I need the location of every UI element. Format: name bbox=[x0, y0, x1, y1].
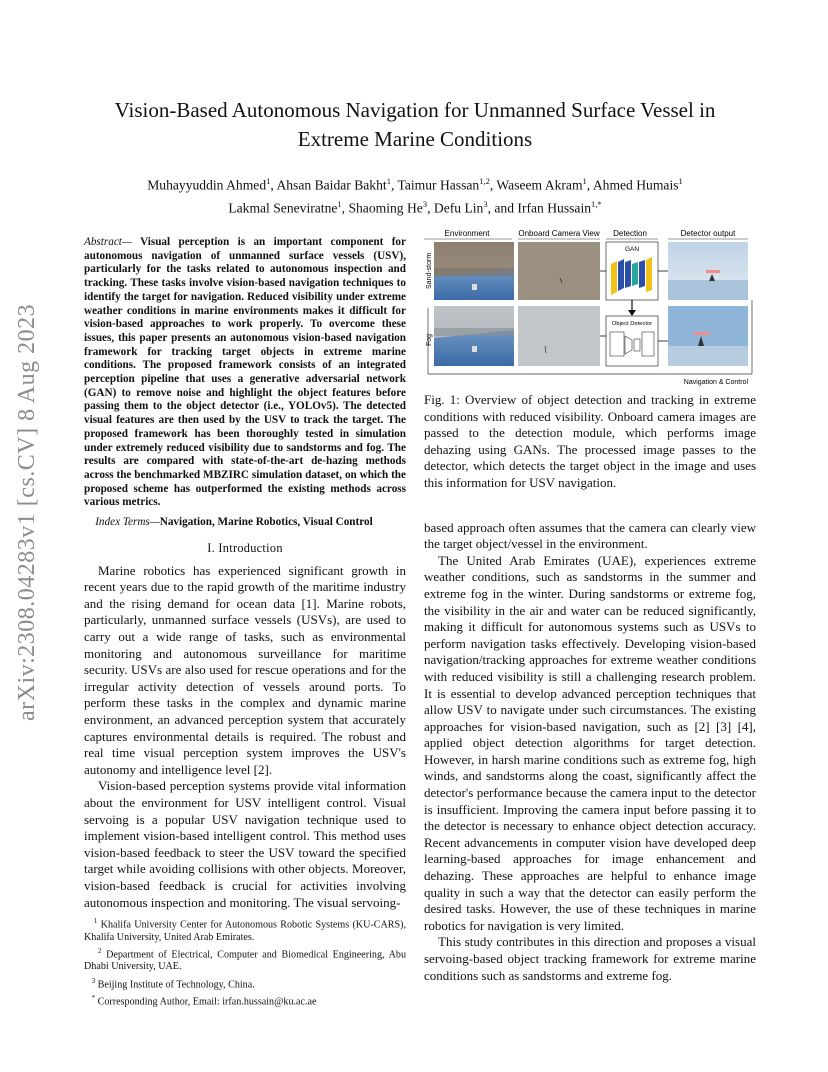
row-label-sandstorm: Sand-storm bbox=[426, 252, 433, 289]
left-column bbox=[84, 236, 406, 911]
row-label-fog: Fog bbox=[426, 333, 433, 346]
author-list bbox=[90, 172, 740, 217]
detector-label: Object Detector bbox=[611, 321, 653, 327]
pipeline-diagram bbox=[422, 226, 758, 390]
author-line-1: Muhayyuddin Ahmed$^1$, Ahsan Baidar Bakht$^1$, Taimur Hassan$^{1,2}$, Waseem Akram$^1$, Ahmed Humais$^1$ bbox=[147, 176, 683, 193]
author-name: Waseem Akram bbox=[496, 177, 583, 193]
figure-1-caption: Fig. 1: Overview of object detection and tracking in extreme conditions with reduced visibility. Onboard camera images are passed to the detection module, which performs image dehazing using GANs. The processed image passes to the detector, which detects the target object in the image and uses this information for USV navigation. bbox=[424, 392, 756, 490]
title-line-1: Vision-Based Autonomous Navigation for Unmanned Surface Vessel in bbox=[114, 98, 716, 122]
author-name: Lakmal Seneviratne bbox=[228, 200, 338, 216]
col-header-environment: Environment bbox=[444, 229, 490, 238]
onboard-fog-image bbox=[518, 306, 600, 366]
affiliation-mark: 1 bbox=[678, 176, 683, 186]
abstract: Abstract— Visual perception is an important component for autonomous navigation of unmanned surface vessels (USV), particularly for the tasks related to autonomous inspection and tracking. These tasks involve vision-based navigation techniques to identify the target for navigation. Reduced visibility under extreme weather conditions in marine environments makes it difficult for vision-based approaches to work properly. To overcome these issues, this paper presents an autonomous vision-based navigation framework for tracking target objects in extreme marine conditions. The proposed framework consists of an integrated perception pipeline that uses a generative adversarial network (GAN) to remove noise and highlight the object features before passing them to the object detector (i.e., YOLOv5). The detected visual features are then used by the USV to track the target. The proposed framework has been thoroughly tested in simulation under extremely reduced visibility due to sandstorms and fog. The results are compared with state-of-the-art de-hazing methods across the benchmarked MBZIRC simulation dataset, on which the proposed scheme has outperformed the existing methods across various metrics. bbox=[84, 236, 406, 509]
abstract-text: Visual perception is an important component for autonomous navigation of unmanned surface vessels (USV), particularly for the tasks related to autonomous inspection and tracking. These tasks involve vision-based navigation techniques to identify the target for navigation. Reduced visibility under extreme weather conditions in marine environments makes it difficult for vision-based approaches to work properly. To overcome these issues, this paper presents an autonomous vision-based navigation framework for tracking target objects in extreme marine conditions. The proposed framework consists of an integrated perception pipeline that uses a generative adversarial network (GAN) to remove noise and highlight the object features before passing them to the object detector (i.e., YOLOv5). The detected visual features are then used by the USV to track the target. The proposed framework has been thoroughly tested in simulation under extremely reduced visibility due to sandstorms and fog. The results are compared with state-of-the-art de-hazing methods across the benchmarked MBZIRC simulation dataset, on which the proposed scheme has outperformed the existing methods across various metrics. bbox=[84, 236, 406, 509]
author-name: Taimur Hassan bbox=[397, 177, 480, 193]
author-name: Irfan Hussain bbox=[517, 200, 592, 216]
affiliation-mark: 1,2 bbox=[479, 176, 490, 186]
footnote: * Corresponding Author, Email: irfan.hussain@ku.ac.ae bbox=[91, 994, 317, 1008]
affiliation-mark: 3 bbox=[422, 198, 428, 209]
onboard-sandstorm-image bbox=[518, 242, 600, 300]
title-line-2: Extreme Marine Conditions bbox=[297, 127, 533, 151]
arxiv-identifier: arXiv:2308.04283v1 [cs.CV] 8 Aug 2023 bbox=[14, 303, 40, 721]
index-terms-text: Navigation, Marine Robotics, Visual Control bbox=[159, 516, 373, 529]
author-name: Shaoming He bbox=[348, 200, 423, 216]
affiliation-mark: 1 bbox=[582, 176, 587, 186]
author-name: Ahsan Baidar Bakht bbox=[276, 177, 387, 193]
col-header-detector-output: Detector output bbox=[680, 229, 736, 238]
right-paragraph-2: The United Arab Emirates (UAE), experiences extreme weather conditions, such as sandstorms in the summer and extreme fog in the winter. During sandstorms or extreme fog, the visibility in the air and water can be reduced significantly, making it difficult for autonomous systems such as USVs to perform navigation tasks effectively. Developing vision-based navigation/tracking approaches for extreme weather conditions with reduced visibility is still a challenging research problem. It is essential to develop advanced perception techniques that allow USV to navigate under such circumstances. The existing approaches for vision-based navigation, such as [2] [3] [4], applied object detection algorithms for target detection. However, in harsh marine conditions such as extreme fog, high winds, and sandstorms along the coast, significantly affect the detector's performance because the camera input to the detector is insufficient. Improving the camera input before passing it to the detector is necessary to enhance object detection accuracy. Recent advancements in computer vision have developed deep learning-based approaches for image enhancement and dehazing. These approaches are helpful to enhance image quality in such a way that the detector can easily perform the desired tasks. However, the use of these techniques in marine robotics for navigation is very limited. bbox=[424, 552, 756, 933]
index-terms-label: Index Terms bbox=[95, 516, 150, 529]
author-name: Ahmed Humais bbox=[592, 177, 679, 193]
right-paragraph-3: This study contributes in this direction and proposes a visual servoing-based object tracking framework for extreme marine conditions such as sandstorms and extreme fog. bbox=[424, 934, 756, 983]
paper-title bbox=[90, 96, 740, 154]
affiliation-mark: 1,* bbox=[591, 198, 602, 209]
footnote: $^2$ Department of Electrical, Computer and Biomedical Engineering, Abu Dhabi University, UAE. bbox=[84, 946, 406, 973]
intro-paragraph-1: Marine robotics has experienced significant growth in recent years due to the rapid growth of the maritime industry and the rising demand for ocean data [1]. Marine robots, particularly, unmanned surface vessels (USVs), are used to carry out a wide range of tasks, such as environmental monitoring and autonomous surveillance for maritime security. USVs are also used for rescue operations and for the irregular activity detection of vessels around ports. To perform these tasks in the complex and dynamic marine environment, an advanced perception system that accurately captures environmental details is required. The robust and real time visual perception system improves the USV's autonomy and intelligence level [2]. bbox=[84, 562, 406, 777]
author-line-2: Lakmal Seneviratne$^1$, Shaoming He$^3$, Defu Lin$^3$, and Irfan Hussain$^{1,*}$ bbox=[228, 198, 602, 216]
footnote: $^1$ Khalifa University Center for Autonomous Robotic Systems (KU-CARS), Khalifa University, United Arab Emirates. bbox=[84, 917, 407, 943]
index-terms: Index Terms—Navigation, Marine Robotics, Visual Control bbox=[95, 516, 373, 529]
figure-1 bbox=[422, 226, 758, 386]
intro-paragraph-2: Vision-based perception systems provide vital information about the environment for USV intelligent control. Visual servoing is a popular USV navigation technique used to implement vision-based intelligent control. This method uses vision-based feedback to steer the USV toward the specified target while avoiding collisions with other objects. Moreover, vision-based feedback is crucial for activities involving autonomous inspection and monitoring. The visual servoing- bbox=[84, 778, 406, 910]
right-paragraph-1: based approach often assumes that the camera can clearly view the target object/vessel in the environment. bbox=[424, 519, 756, 552]
col-header-detection: Detection bbox=[613, 229, 647, 238]
nav-control-label: Navigation & Control bbox=[683, 379, 748, 386]
affiliation-mark: 1 bbox=[266, 176, 271, 186]
affiliation-mark: 3 bbox=[483, 198, 488, 209]
author-name: Muhayyuddin Ahmed bbox=[147, 177, 267, 193]
author-name: Defu Lin bbox=[433, 200, 484, 216]
col-header-onboard: Onboard Camera View bbox=[518, 229, 600, 238]
footnote: $^3$ Beijing Institute of Technology, China. bbox=[91, 976, 255, 990]
affiliation-mark: 1 bbox=[337, 198, 342, 209]
affiliation-mark: 1 bbox=[386, 176, 391, 186]
right-column bbox=[424, 226, 756, 984]
gan-label: GAN bbox=[624, 246, 640, 253]
footnotes bbox=[84, 915, 406, 1010]
abstract-label: Abstract bbox=[84, 236, 122, 248]
section-heading-introduction: I. Introduction bbox=[207, 541, 283, 556]
